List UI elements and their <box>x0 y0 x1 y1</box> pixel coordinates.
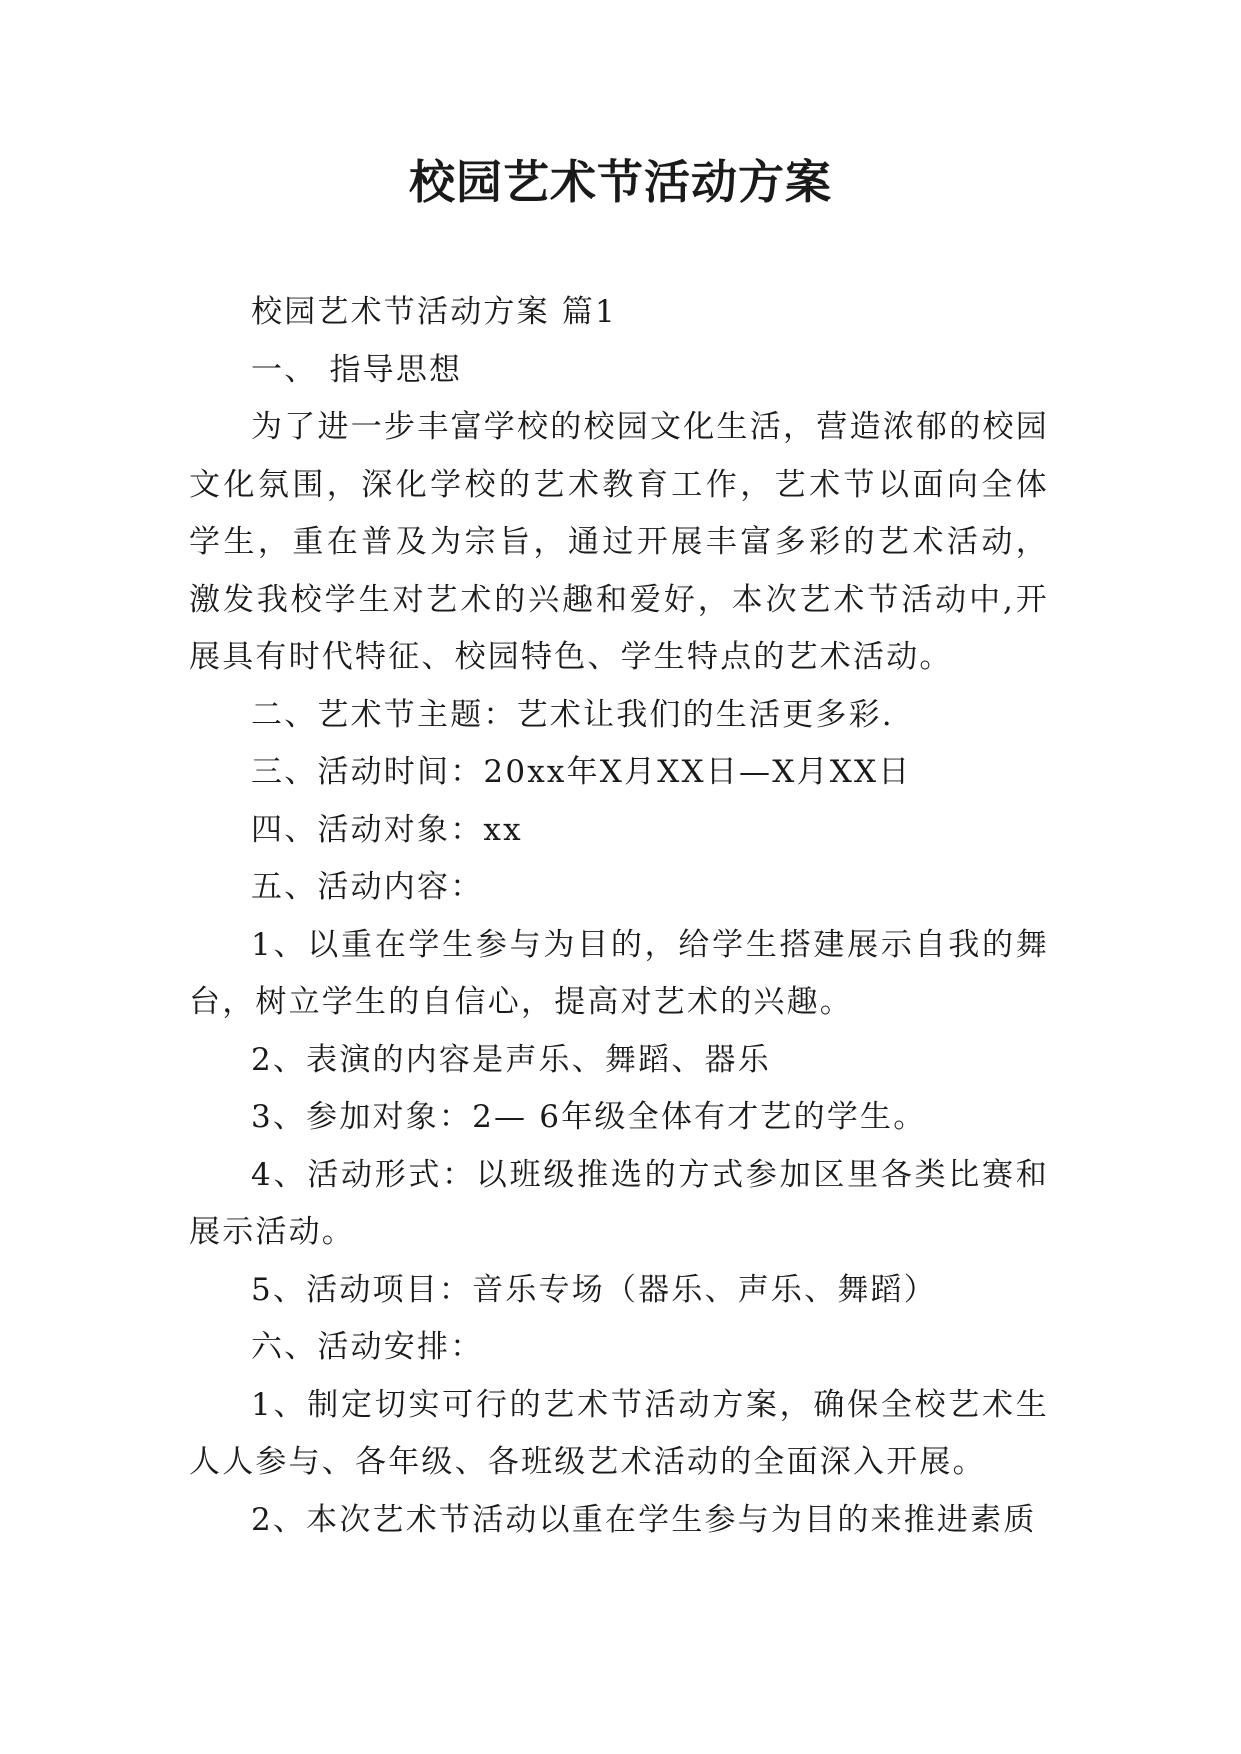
section-heading: 校园艺术节活动方案 篇1 <box>251 294 617 330</box>
document-title: 校园艺术节活动方案 <box>409 155 832 209</box>
section-heading: 二、艺术节主题：艺术让我们的生活更多彩. <box>251 696 894 733</box>
section-heading: 四、活动对象：xx <box>251 811 523 848</box>
list-item: 4、活动形式：以班级推选的方式参加区里各类比赛和展示活动。 <box>189 1156 1049 1250</box>
list-item: 5、活动项目：音乐专场（器乐、声乐、舞蹈） <box>251 1271 937 1308</box>
section-heading: 五、活动内容： <box>251 869 484 905</box>
list-item: 2、表演的内容是声乐、舞蹈、器乐 <box>251 1041 771 1078</box>
section-heading: 一、 指导思想 <box>251 351 463 388</box>
section-heading: 三、活动时间：20xx年X月XX日—X月XX日 <box>251 754 912 790</box>
document-body <box>189 284 1049 1549</box>
list-item: 1、制定切实可行的艺术节活动方案，确保全校艺术生人人参与、各年级、各班级艺术活动的全面深入开展。 <box>189 1386 1049 1480</box>
body-paragraph: 为了进一步丰富学校的校园文化生活，营造浓郁的校园文化氛围，深化学校的艺术教育工作，艺术节以面向全体学生，重在普及为宗旨，通过开展丰富多彩的艺术活动，激发我校学生对艺术的兴趣和爱好，本次艺术节活动中,开展具有时代特征、校园特色、学生特点的艺术活动。 <box>189 409 1049 675</box>
list-item: 1、以重在学生参与为目的，给学生搭建展示自我的舞台，树立学生的自信心，提高对艺术的兴趣。 <box>189 926 1049 1020</box>
list-item: 2、本次艺术节活动以重在学生参与为目的来推进素质 <box>251 1501 1037 1538</box>
section-heading: 六、活动安排： <box>251 1329 484 1365</box>
list-item: 3、参加对象：2— 6年级全体有才艺的学生。 <box>251 1099 927 1135</box>
